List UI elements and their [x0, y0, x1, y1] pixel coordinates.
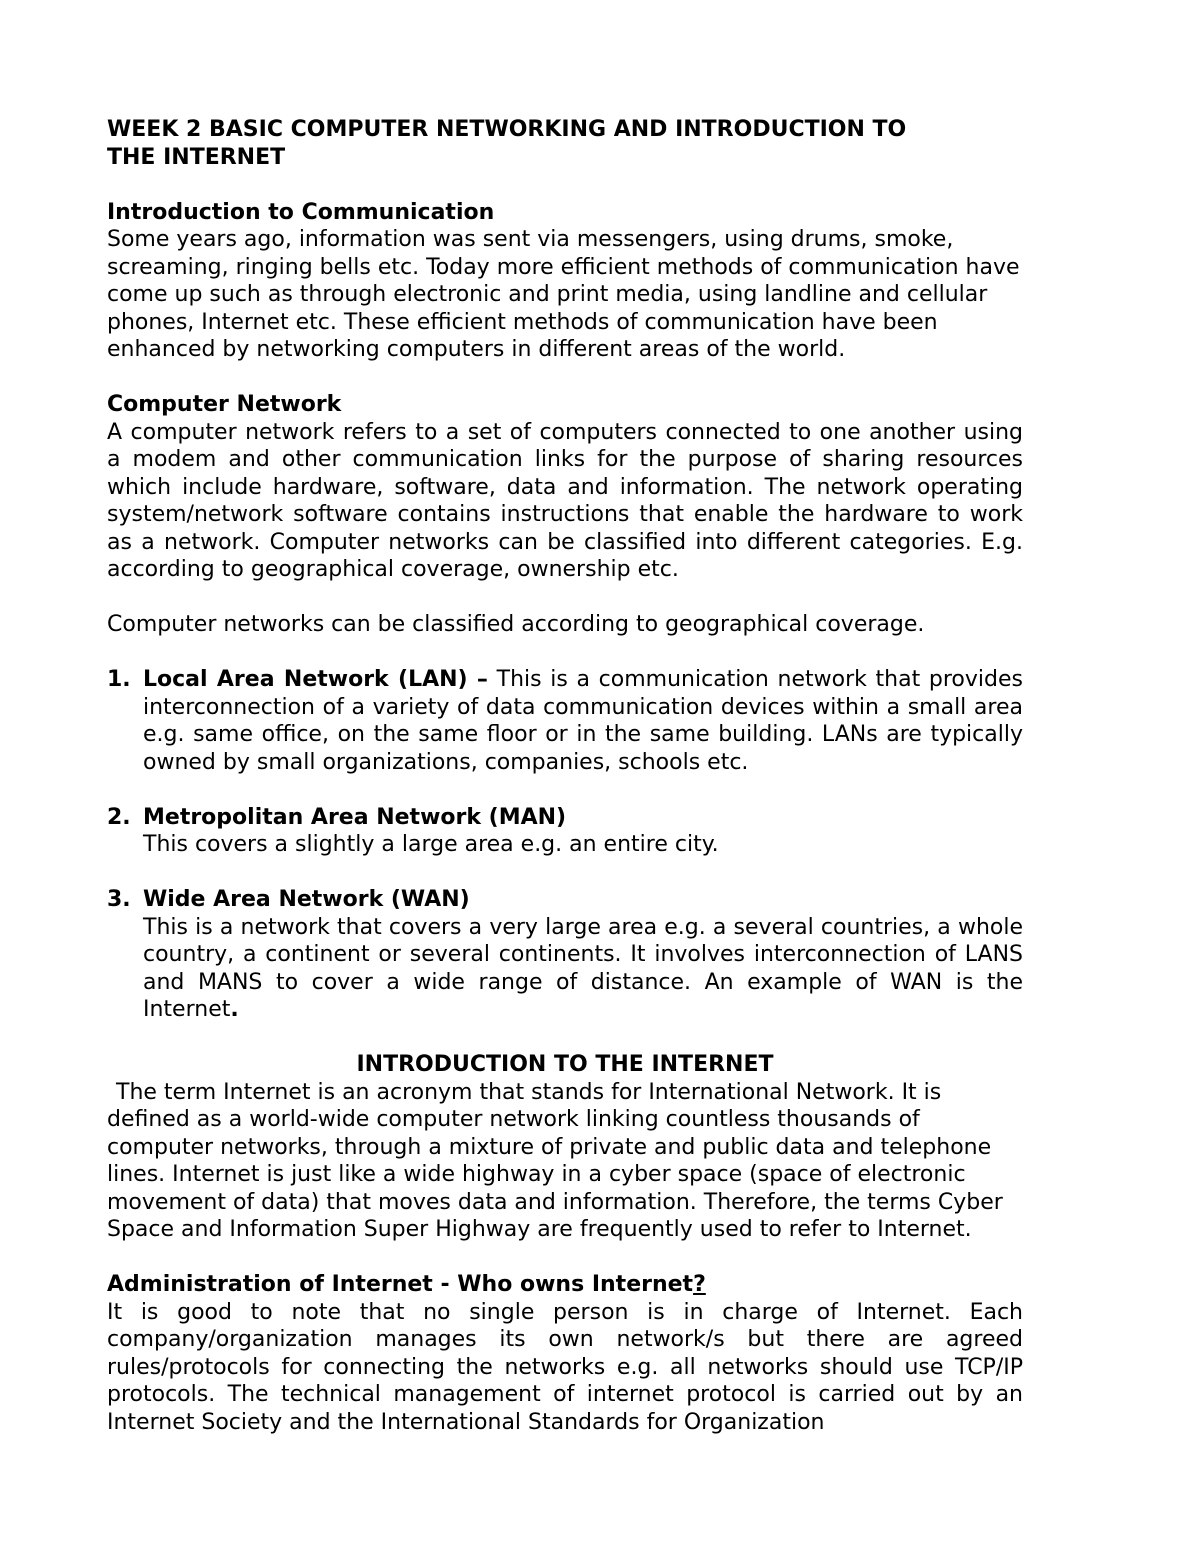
classification-intro: Computer networks can be classified according to geographical coverage. — [107, 612, 925, 637]
wan-description: This is a network that covers a very large area e.g. a several countries, a whole country, a continent or several continents. It involves interconnection of LANS and MANS to cover a wide range of distance. An example of WAN is the Internet — [143, 914, 1023, 1022]
title-line-1: WEEK 2 BASIC COMPUTER NETWORKING AND INTRODUCTION TO — [107, 117, 907, 142]
man-title: Metropolitan Area Network (MAN) — [143, 804, 567, 830]
title-line-2: THE INTERNET — [107, 144, 286, 170]
document-title — [107, 116, 1023, 171]
administration-heading — [107, 1271, 1023, 1299]
list-number: 2. — [107, 804, 131, 830]
wan-title: Wide Area Network (WAN) — [143, 887, 470, 912]
wan-description-end: . — [230, 997, 239, 1022]
list-item-man — [107, 804, 1023, 859]
computer-network-heading: Computer Network — [107, 392, 342, 417]
document-content — [107, 116, 1023, 1436]
administration-heading-mark: ? — [693, 1272, 706, 1297]
man-description: This covers a slightly a large area e.g. an entire city. — [143, 832, 719, 857]
list-item-lan — [107, 666, 1023, 776]
network-types-list — [107, 666, 1023, 1024]
communication-heading: Introduction to Communication — [107, 199, 495, 225]
lan-description: This is a communication network that provides interconnection of a variety of data communication devices within a small area e.g. same office, on the same floor or in the same building. LANs are typically owned by small organizations, companies, schools etc. — [143, 667, 1023, 775]
list-item-wan — [107, 886, 1023, 1024]
computer-network-body: A computer network refers to a set of computers connected to one another using a modem and other communication links for the purpose of sharing resources which include hardware, software, data and information. The network operating system/network software contains instructions that enable the hardware to work as a network. Computer networks can be classified into different categories. E.g. according to geographical coverage, ownership etc. — [107, 419, 1023, 582]
communication-body: Some years ago, information was sent via messengers, using drums, smoke, screaming, ringing bells etc. Today more efficient methods of communication have come up such as through electronic and print media, using landline and cellular phones, Internet etc. These efficient methods of communication have been enhanced by networking computers in different areas of the world. — [107, 227, 1020, 362]
administration-body: It is good to note that no single person is in charge of Internet. Each company/organization manages its own network/s but there are agreed rules/protocols for connecting the networks e.g. all networks should use TCP/IP protocols. The technical management of internet protocol is carried out by an Internet Society and the International Standards for Organization — [107, 1299, 1023, 1435]
administration-heading-text: Administration of Internet - Who owns Internet — [107, 1272, 694, 1297]
list-number: 3. — [107, 887, 131, 912]
lan-title: Local Area Network (LAN) – — [143, 667, 488, 692]
internet-body: The term Internet is an acronym that stands for International Network. It is defined as a world-wide computer network linking countless thousands of computer networks, through a mixture of private and public data and telephone lines. Internet is just like a wide highway in a cyber space (space of electronic movement of data) that moves data and information. Therefore, the terms Cyber Space and Information Super Highway are frequently used to refer to Internet. — [107, 1079, 1003, 1242]
list-number: 1. — [107, 667, 131, 692]
internet-heading: INTRODUCTION TO THE INTERNET — [356, 1052, 774, 1077]
